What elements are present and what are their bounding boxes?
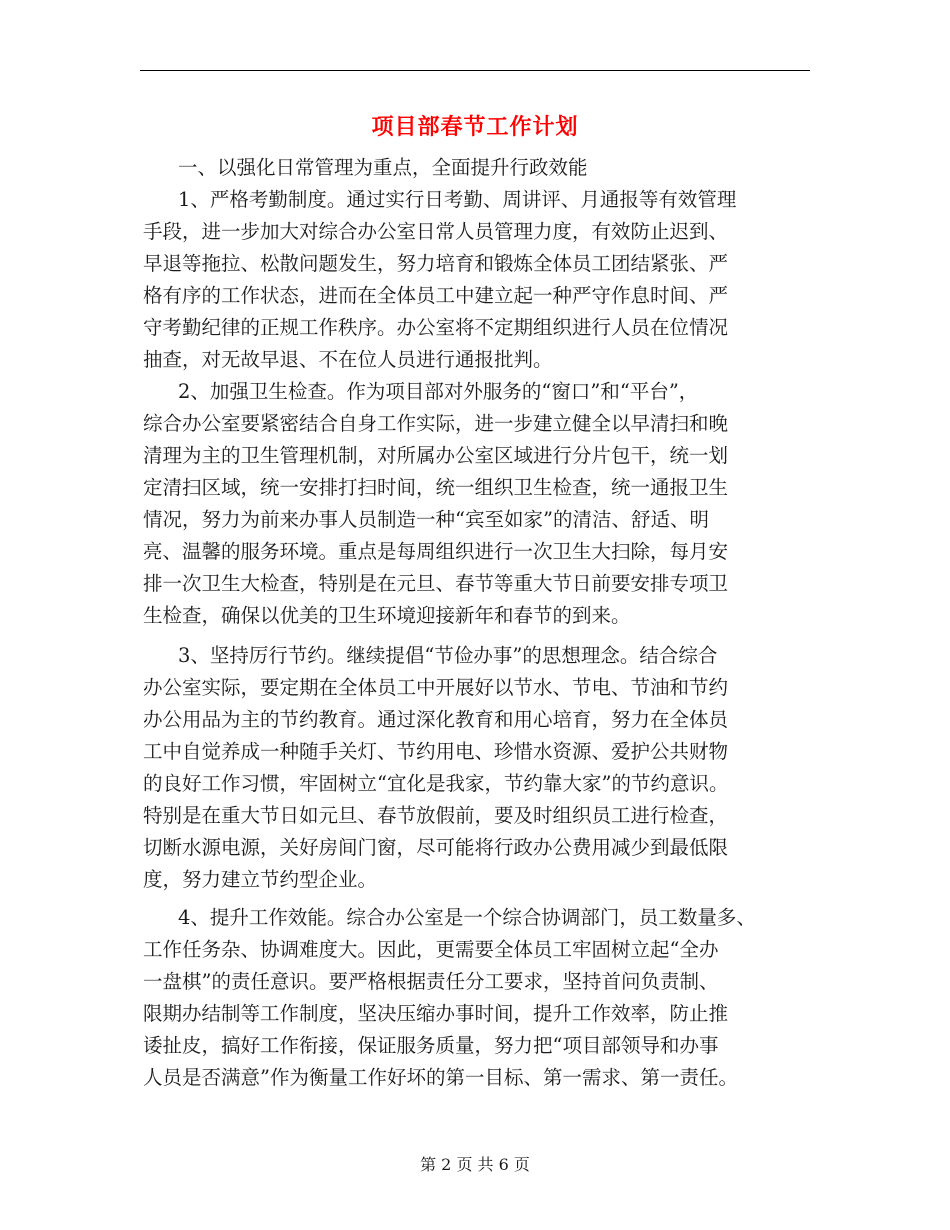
paragraph-line: 办公用品为主的节约教育。通过深化教育和用心培育，努力在全体员 (143, 708, 729, 731)
paragraph-line: 一盘棋”的责任意识。要严格根据责任分工要求，坚持首问负责制、 (143, 970, 719, 993)
paragraph-line: 4、提升工作效能。综合办公室是一个综合协调部门，员工数量多、 (178, 906, 756, 929)
paragraph-line: 生检查，确保以优美的卫生环境迎接新年和春节的到来。 (143, 604, 631, 627)
paragraph-line: 切断水源电源，关好房间门窗，尽可能将行政办公费用减少到最低限 (143, 836, 729, 859)
paragraph-line: 抽查，对无故早退、不在位人员进行通报批判。 (143, 348, 553, 371)
paragraph-line: 的良好工作习惯，牢固树立“宜化是我家，节约靠大家”的节约意识。 (143, 772, 729, 795)
paragraph-line: 亮、温馨的服务环境。重点是每周组织进行一次卫生大扫除，每月安 (143, 540, 729, 563)
paragraph-line: 3、坚持厉行节约。继续提倡“节俭办事”的思想理念。结合综合 (178, 644, 718, 667)
document-title: 项目部春节工作计划 (371, 115, 579, 140)
paragraph-line: 早退等拖拉、松散问题发生，努力培育和锻炼全体员工团结紧张、严 (143, 252, 729, 275)
paragraph-line: 排一次卫生大检查，特别是在元旦、春节等重大节日前要安排专项卫 (143, 572, 729, 595)
page-number-footer: 第 2 页 共 6 页 (420, 1155, 530, 1174)
paragraph-line: 格有序的工作状态，进而在全体员工中建立起一种严守作息时间、严 (143, 284, 729, 307)
paragraph-line: 1、严格考勤制度。通过实行日考勤、周讲评、月通报等有效管理 (178, 188, 737, 211)
paragraph-line: 工作任务杂、协调难度大。因此，更需要全体员工牢固树立起“全办 (143, 938, 719, 961)
paragraph-line: 清理为主的卫生管理机制，对所属办公室区域进行分片包干，统一划 (143, 444, 729, 467)
paragraph-line: 度，努力建立节约型企业。 (143, 868, 378, 891)
paragraph-line: 综合办公室要紧密结合自身工作实际，进一步建立健全以早清扫和晚 (143, 412, 729, 435)
paragraph-line: 手段，进一步加大对综合办公室日常人员管理力度，有效防止迟到、 (143, 220, 729, 243)
paragraph-line: 2、加强卫生检查。作为项目部对外服务的“窗口”和“平台”， (178, 380, 699, 403)
header-rule (140, 70, 810, 71)
paragraph-line: 办公室实际，要定期在全体员工中开展好以节水、节电、节油和节约 (143, 676, 729, 699)
paragraph-line: 人员是否满意”作为衡量工作好坏的第一目标、第一需求、第一责任。 (143, 1066, 738, 1089)
paragraph-line: 特别是在重大节日如元旦、春节放假前，要及时组织员工进行检查， (143, 804, 729, 827)
paragraph-line: 守考勤纪律的正规工作秩序。办公室将不定期组织进行人员在位情况 (143, 316, 729, 339)
paragraph-line: 定清扫区域，统一安排打扫时间，统一组织卫生检查，统一通报卫生 (143, 476, 729, 499)
paragraph-line: 工中自觉养成一种随手关灯、节约用电、珍惜水资源、爱护公共财物 (143, 740, 729, 763)
paragraph-line: 诿扯皮，搞好工作衔接，保证服务质量，努力把“项目部领导和办事 (143, 1034, 719, 1057)
paragraph-line: 限期办结制等工作制度，坚决压缩办事时间，提升工作效率，防止推 (143, 1002, 729, 1025)
paragraph-line: 情况，努力为前来办事人员制造一种“宾至如家”的清洁、舒适、明 (143, 508, 709, 531)
section-heading: 一、以强化日常管理为重点，全面提升行政效能 (178, 156, 588, 179)
